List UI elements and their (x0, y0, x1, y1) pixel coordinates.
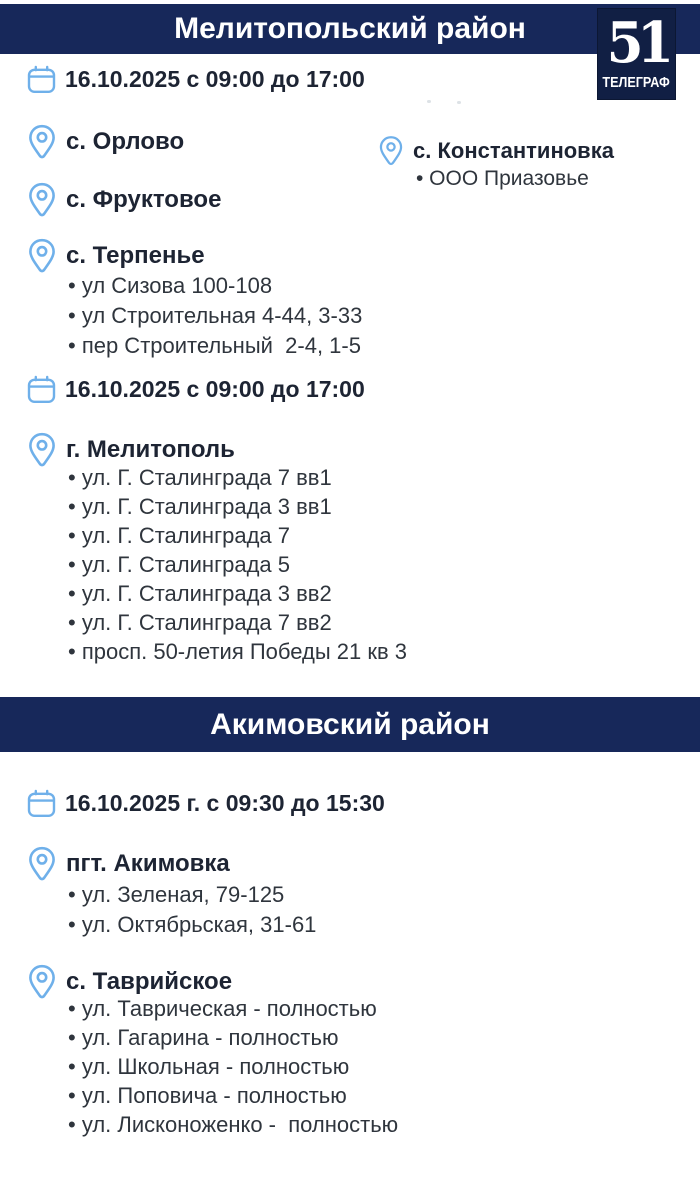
place-row-fruktovoe (27, 182, 221, 218)
place-row-orlovo (27, 124, 184, 160)
place-name: пгт. Акимовка (66, 850, 230, 877)
place-row-akimovka (27, 846, 230, 882)
schedule-date-row (27, 64, 365, 94)
street-line: • ул. Г. Сталинграда 3 вв2 (68, 581, 332, 606)
street-list-tavriyskoe (68, 994, 398, 1139)
district-header-melitopolsky (0, 4, 700, 54)
street-line: • ул. Лисконоженко - полностью (68, 1112, 399, 1137)
street-line: • просп. 50-летия Победы 21 кв 3 (68, 639, 408, 664)
street-line: • ул. Зеленая, 79-125 (68, 882, 285, 907)
location-pin-icon (27, 846, 57, 882)
telegraf-logo-caption: ТЕЛЕГРАФ (602, 74, 671, 91)
place-name: г. Мелитополь (66, 436, 235, 463)
location-pin-icon (27, 432, 57, 468)
schedule-date-row (27, 788, 385, 818)
street-line: • ул. Гагарина - полностью (68, 1025, 339, 1050)
street-list-melitopol (68, 463, 407, 666)
street-line: • ул. Г. Сталинграда 7 вв2 (68, 610, 332, 635)
location-pin-icon (27, 124, 57, 160)
place-name: с. Фруктовое (66, 186, 222, 213)
street-list-konstantinovka (416, 164, 589, 193)
street-line: • ООО Приазовье (416, 167, 589, 190)
street-line: • ул Строительная 4-44, 3-33 (68, 303, 363, 328)
place-row-terpenye (27, 238, 205, 274)
telegraf-logo (597, 8, 676, 100)
location-pin-icon (27, 182, 57, 218)
street-line: • ул. Таврическая - полностью (68, 996, 377, 1021)
district-title: Акимовский район (210, 708, 490, 741)
telegraf-logo-numeral: 51 (606, 10, 667, 76)
location-pin-icon (27, 964, 57, 1000)
street-line: • ул. Октябрьская, 31-61 (68, 912, 317, 937)
street-line: • ул. Школьная - полностью (68, 1054, 350, 1079)
schedule-date-text: 16.10.2025 с 09:00 до 17:00 (65, 65, 365, 92)
calendar-icon (27, 789, 56, 818)
location-pin-icon (378, 135, 404, 167)
street-line: • ул Сизова 100-108 (68, 273, 273, 298)
schedule-date-row (27, 374, 365, 404)
street-line: • ул. Поповича - полностью (68, 1083, 347, 1108)
place-name: с. Терпенье (66, 242, 205, 269)
location-pin-icon (27, 238, 57, 274)
district-header-akimovsky (0, 697, 700, 752)
schedule-date-text: 16.10.2025 г. с 09:30 до 15:30 (65, 789, 385, 816)
place-name: с. Орлово (66, 128, 185, 155)
street-line: • ул. Г. Сталинграда 7 (68, 523, 290, 548)
calendar-icon (27, 375, 56, 404)
schedule-date-text: 16.10.2025 с 09:00 до 17:00 (65, 375, 365, 402)
street-line: • ул. Г. Сталинграда 7 вв1 (68, 465, 332, 490)
street-line: • пер Строительный 2-4, 1-5 (68, 333, 361, 358)
place-name: с. Таврийское (66, 968, 233, 995)
place-name: с. Константиновка (413, 138, 614, 163)
calendar-icon (27, 65, 56, 94)
street-line: • ул. Г. Сталинграда 3 вв1 (68, 494, 332, 519)
place-row-konstantinovka (378, 135, 614, 167)
street-list-terpenye (68, 271, 362, 361)
district-title: Мелитопольский район (174, 12, 526, 45)
street-line: • ул. Г. Сталинграда 5 (68, 552, 290, 577)
faded-artifact-dots (427, 100, 431, 103)
street-list-akimovka (68, 880, 316, 940)
